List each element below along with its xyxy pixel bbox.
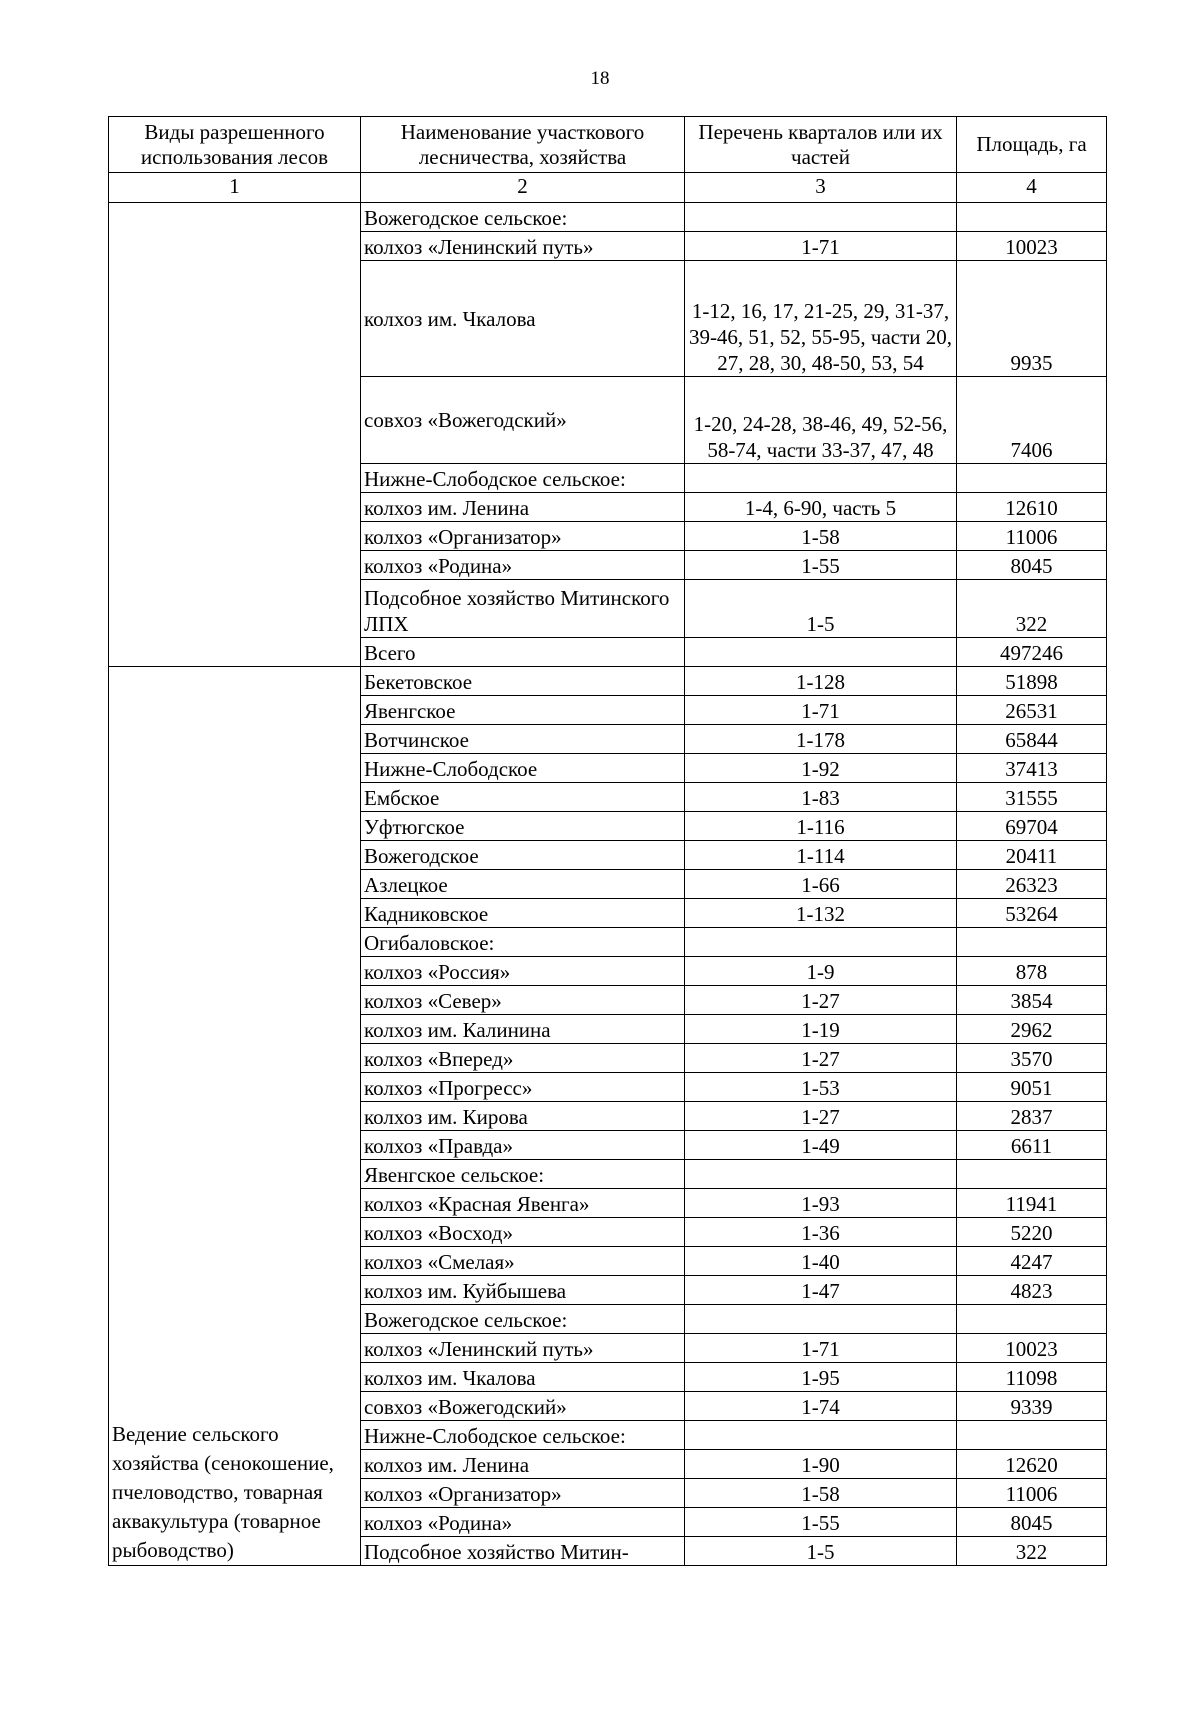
table-body [109, 203, 1107, 1566]
area-cell: 9339 [957, 1392, 1107, 1421]
quarters-cell: 1-114 [685, 841, 957, 870]
forestry-name-cell: колхоз им. Куйбышева [361, 1276, 685, 1305]
page-number: 18 [590, 68, 610, 89]
header-use-type: Виды разрешенного использования лесов [109, 117, 361, 173]
forestry-name-cell: Бекетовское [361, 667, 685, 696]
quarters-cell: 1-71 [685, 232, 957, 261]
forestry-name-cell: колхоз «Ленинский путь» [361, 232, 685, 261]
quarters-cell: 1-83 [685, 783, 957, 812]
area-cell: 20411 [957, 841, 1107, 870]
quarters-cell: 1-19 [685, 1015, 957, 1044]
area-cell [957, 464, 1107, 493]
forestry-name-cell: Явенгское сельское: [361, 1160, 685, 1189]
area-cell: 4823 [957, 1276, 1107, 1305]
quarters-cell: 1-93 [685, 1189, 957, 1218]
quarters-cell: 1-36 [685, 1218, 957, 1247]
quarters-cell: 1-20, 24-28, 38-46, 49, 52-56, 58-74, части 33-37, 47, 48 [685, 377, 957, 464]
forestry-name-cell: колхоз «Организатор» [361, 1479, 685, 1508]
area-cell: 7406 [957, 377, 1107, 464]
quarters-cell: 1-71 [685, 1334, 957, 1363]
quarters-cell: 1-47 [685, 1276, 957, 1305]
quarters-cell: 1-49 [685, 1131, 957, 1160]
quarters-cell: 1-4, 6-90, часть 5 [685, 493, 957, 522]
header-area: Площадь, га [957, 117, 1107, 173]
forestry-name-cell: колхоз «Север» [361, 986, 685, 1015]
forestry-name-cell: Нижне-Слободское [361, 754, 685, 783]
column-number: 2 [361, 173, 685, 203]
area-cell: 31555 [957, 783, 1107, 812]
area-cell: 12610 [957, 493, 1107, 522]
quarters-cell: 1-90 [685, 1450, 957, 1479]
area-cell: 2837 [957, 1102, 1107, 1131]
header-forestry-name: Наименование участкового лесничества, хозяйства [361, 117, 685, 173]
forestry-name-cell: Явенгское [361, 696, 685, 725]
quarters-cell: 1-12, 16, 17, 21-25, 29, 31-37, 39-46, 51, 52, 55-95, части 20, 27, 28, 30, 48-50, 53, 54 [685, 261, 957, 377]
quarters-cell: 1-95 [685, 1363, 957, 1392]
quarters-cell: 1-5 [685, 1537, 957, 1566]
forestry-name-cell: совхоз «Вожегодский» [361, 377, 685, 464]
quarters-cell: 1-66 [685, 870, 957, 899]
forestry-name-cell: колхоз им. Ленина [361, 493, 685, 522]
header-quarters: Перечень кварталов или их частей [685, 117, 957, 173]
area-cell: 10023 [957, 232, 1107, 261]
quarters-cell [685, 1305, 957, 1334]
forestry-name-cell: колхоз «Прогресс» [361, 1073, 685, 1102]
forestry-name-cell: колхоз им. Чкалова [361, 261, 685, 377]
forestry-name-cell: колхоз им. Чкалова [361, 1363, 685, 1392]
quarters-cell: 1-27 [685, 1102, 957, 1131]
forestry-name-cell: колхоз «Правда» [361, 1131, 685, 1160]
area-cell: 8045 [957, 1508, 1107, 1537]
area-cell: 3570 [957, 1044, 1107, 1073]
area-cell: 3854 [957, 986, 1107, 1015]
area-cell: 2962 [957, 1015, 1107, 1044]
forestry-name-cell: Кадниковское [361, 899, 685, 928]
column-number: 1 [109, 173, 361, 203]
forestry-name-cell: колхоз «Смелая» [361, 1247, 685, 1276]
forestry-name-cell: колхоз им. Кирова [361, 1102, 685, 1131]
quarters-cell: 1-27 [685, 986, 957, 1015]
quarters-cell: 1-132 [685, 899, 957, 928]
forestry-name-cell: Подсобное хозяйство Митин- [361, 1537, 685, 1566]
area-cell: 9051 [957, 1073, 1107, 1102]
quarters-cell [685, 928, 957, 957]
area-cell: 10023 [957, 1334, 1107, 1363]
table-row [109, 203, 1107, 232]
forestry-name-cell: Нижне-Слободское сельское: [361, 464, 685, 493]
forestry-name-cell: колхоз «Родина» [361, 1508, 685, 1537]
forestry-name-cell: колхоз «Организатор» [361, 522, 685, 551]
forestry-name-cell: колхоз «Вперед» [361, 1044, 685, 1073]
area-cell: 51898 [957, 667, 1107, 696]
forestry-name-cell: Вожегодское сельское: [361, 1305, 685, 1334]
forestry-name-cell: Всего [361, 638, 685, 667]
forestry-name-cell: Уфтюгское [361, 812, 685, 841]
quarters-cell: 1-9 [685, 957, 957, 986]
area-cell: 11941 [957, 1189, 1107, 1218]
area-cell: 497246 [957, 638, 1107, 667]
quarters-cell: 1-58 [685, 1479, 957, 1508]
area-cell [957, 1160, 1107, 1189]
quarters-cell: 1-128 [685, 667, 957, 696]
forestry-name-cell: Вотчинское [361, 725, 685, 754]
quarters-cell: 1-71 [685, 696, 957, 725]
area-cell: 26323 [957, 870, 1107, 899]
forestry-name-cell: колхоз им. Калинина [361, 1015, 685, 1044]
forestry-name-cell: колхоз «Россия» [361, 957, 685, 986]
area-cell: 65844 [957, 725, 1107, 754]
area-cell [957, 928, 1107, 957]
area-cell: 878 [957, 957, 1107, 986]
area-cell: 322 [957, 1537, 1107, 1566]
quarters-cell: 1-27 [685, 1044, 957, 1073]
quarters-cell: 1-92 [685, 754, 957, 783]
forestry-name-cell: Подсобное хозяйство Митинского ЛПХ [361, 580, 685, 638]
quarters-cell: 1-58 [685, 522, 957, 551]
forestry-name-cell: колхоз «Красная Явенга» [361, 1189, 685, 1218]
forestry-name-cell: Вожегодское [361, 841, 685, 870]
area-cell: 11006 [957, 1479, 1107, 1508]
area-cell: 9935 [957, 261, 1107, 377]
area-cell: 12620 [957, 1450, 1107, 1479]
forestry-name-cell: колхоз «Восход» [361, 1218, 685, 1247]
column-number: 3 [685, 173, 957, 203]
forestry-name-cell: Вожегодское сельское: [361, 203, 685, 232]
area-cell: 4247 [957, 1247, 1107, 1276]
header-row [109, 117, 1107, 173]
forestry-name-cell: Азлецкое [361, 870, 685, 899]
area-cell: 6611 [957, 1131, 1107, 1160]
quarters-cell [685, 464, 957, 493]
area-cell: 11098 [957, 1363, 1107, 1392]
quarters-cell: 1-55 [685, 1508, 957, 1537]
quarters-cell: 1-53 [685, 1073, 957, 1102]
use-type-cell: Ведение сельского хозяйства (сенокошение, пчеловодство, товарная аквакультура (товарное рыбоводство) [109, 667, 361, 1566]
area-cell [957, 1305, 1107, 1334]
table-row [109, 667, 1107, 696]
area-cell: 8045 [957, 551, 1107, 580]
quarters-cell: 1-178 [685, 725, 957, 754]
area-cell: 322 [957, 580, 1107, 638]
quarters-cell [685, 1421, 957, 1450]
column-number: 4 [957, 173, 1107, 203]
forest-use-table [108, 116, 1107, 1566]
column-number-row [109, 173, 1107, 203]
area-cell: 5220 [957, 1218, 1107, 1247]
area-cell: 37413 [957, 754, 1107, 783]
quarters-cell [685, 203, 957, 232]
quarters-cell: 1-40 [685, 1247, 957, 1276]
area-cell: 26531 [957, 696, 1107, 725]
forestry-name-cell: Ембское [361, 783, 685, 812]
use-type-cell [109, 203, 361, 667]
quarters-cell: 1-5 [685, 580, 957, 638]
area-cell: 11006 [957, 522, 1107, 551]
quarters-cell [685, 1160, 957, 1189]
forestry-name-cell: совхоз «Вожегодский» [361, 1392, 685, 1421]
forestry-name-cell: колхоз «Родина» [361, 551, 685, 580]
quarters-cell: 1-116 [685, 812, 957, 841]
forestry-name-cell: Нижне-Слободское сельское: [361, 1421, 685, 1450]
area-cell: 69704 [957, 812, 1107, 841]
forestry-name-cell: колхоз «Ленинский путь» [361, 1334, 685, 1363]
quarters-cell [685, 638, 957, 667]
quarters-cell: 1-55 [685, 551, 957, 580]
area-cell [957, 203, 1107, 232]
area-cell: 53264 [957, 899, 1107, 928]
area-cell [957, 1421, 1107, 1450]
forestry-name-cell: Огибаловское: [361, 928, 685, 957]
quarters-cell: 1-74 [685, 1392, 957, 1421]
forestry-name-cell: колхоз им. Ленина [361, 1450, 685, 1479]
